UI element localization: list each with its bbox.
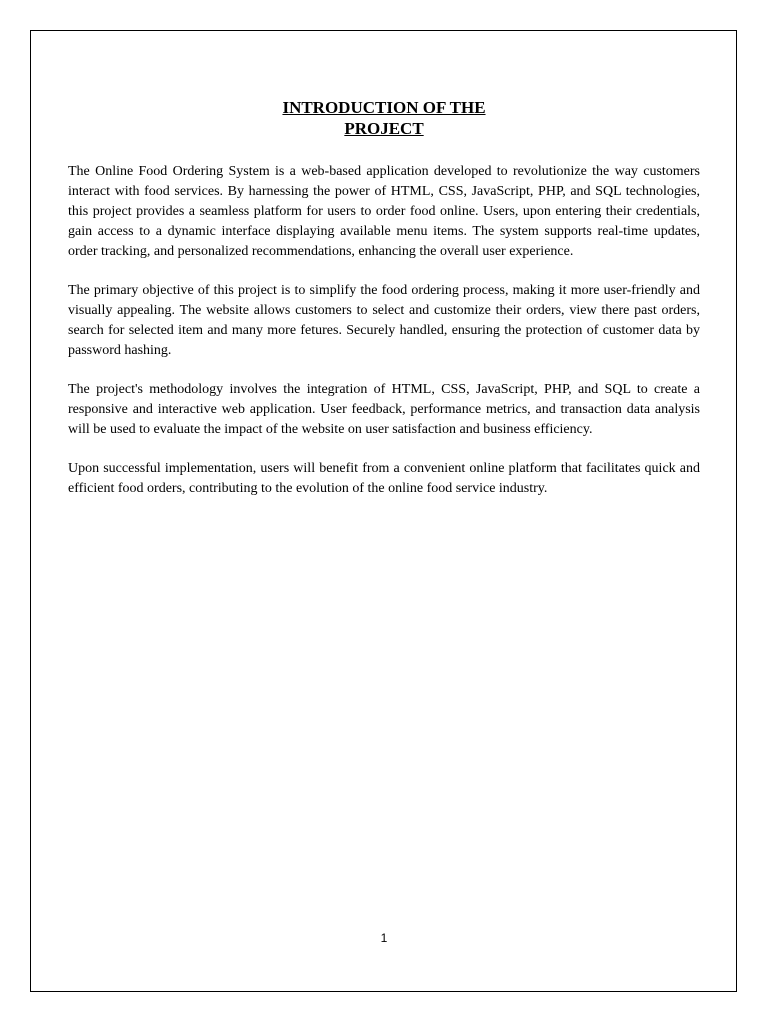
title-line-1: INTRODUCTION OF THE xyxy=(282,98,486,117)
page-number: 1 xyxy=(380,931,388,945)
body-text xyxy=(68,162,700,518)
title-line-2: PROJECT xyxy=(344,119,424,138)
paragraph-4: Upon successful implementation, users will benefit from a convenient online platform that facilitates quick and efficient food orders, contributing to the evolution of the online food service industry. xyxy=(68,461,700,496)
paragraph-1: The Online Food Ordering System is a web-based application developed to revolutionize the way customers interact with food services. By harnessing the power of HTML, CSS, JavaScript, PHP, and SQL technologies, this project provides a seamless platform for users to order food online. Users, upon entering their credentials, gain access to a dynamic interface displaying available menu items. The system supports real-time updates, order tracking, and personalized recommendations, enhancing the overall user experience. xyxy=(68,164,700,259)
paragraph-3: The project's methodology involves the integration of HTML, CSS, JavaScript, PHP, and SQL to create a responsive and interactive web application. User feedback, performance metrics, and transaction data analysis will be used to evaluate the impact of the website on user satisfaction and business efficiency. xyxy=(68,382,700,437)
page-title xyxy=(0,97,768,139)
paragraph-2: The primary objective of this project is to simplify the food ordering process, making it more user-friendly and visually appealing. The website allows customers to select and customize their orders, view there past orders, search for selected item and many more fetures. Securely handled, ensuring the protection of customer data by password hashing. xyxy=(68,283,700,358)
